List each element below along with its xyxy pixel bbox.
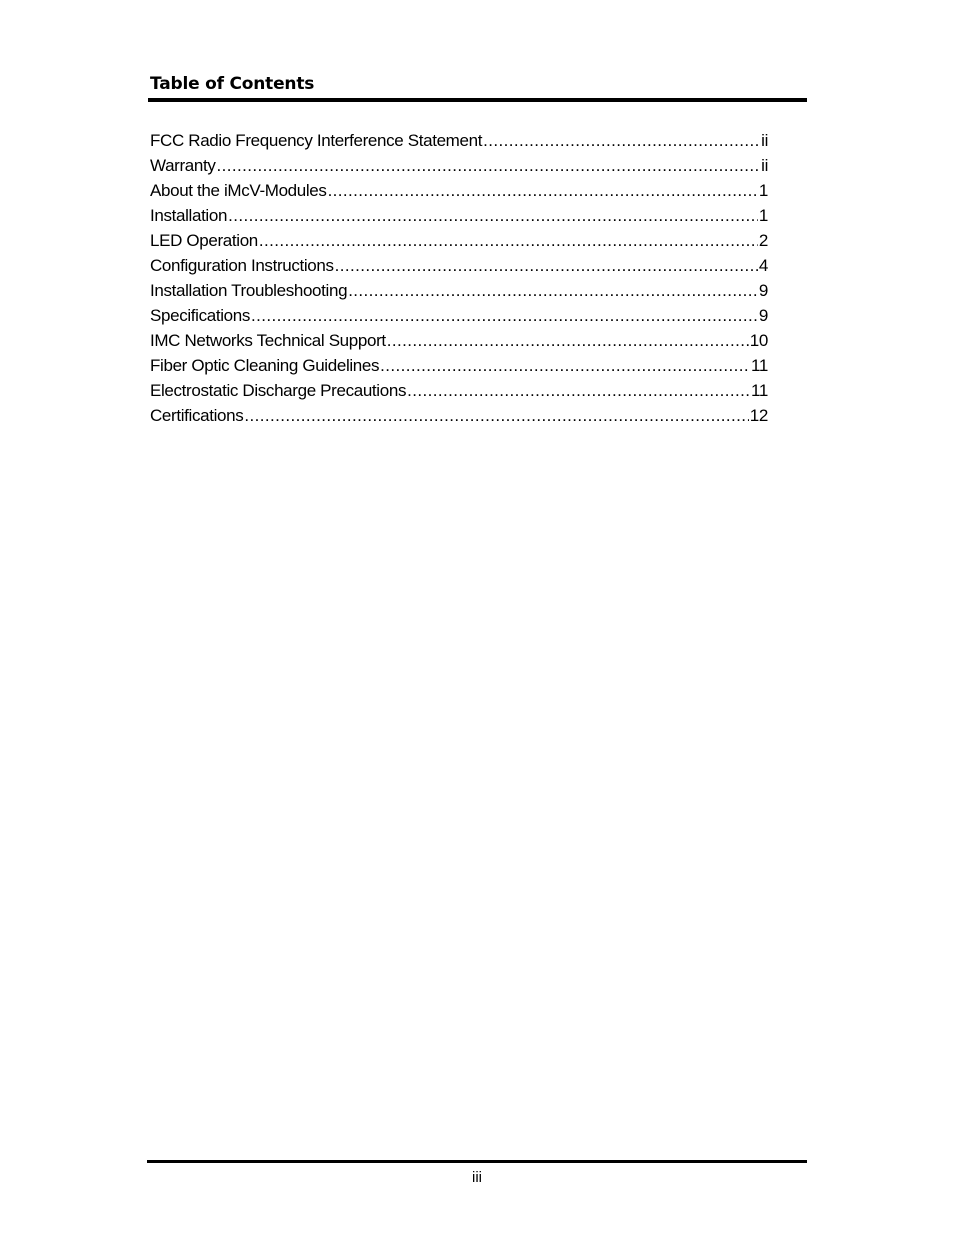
toc-dot-leader [407, 378, 750, 403]
toc-dot-leader [335, 253, 758, 278]
header-rule [148, 98, 807, 102]
toc-entry-page: ii [761, 131, 768, 150]
toc-entry-page: 1 [758, 206, 768, 225]
toc-entry-page: 9 [758, 306, 768, 325]
toc-entry-title: Installation Troubleshooting [150, 281, 348, 300]
toc-entry[interactable] [150, 153, 768, 178]
toc-entry-title: Specifications [150, 306, 250, 325]
toc-dot-leader [387, 328, 749, 353]
toc-dot-leader [217, 153, 761, 178]
toc-entry-page: 12 [749, 406, 768, 425]
toc-dot-leader [380, 353, 750, 378]
toc-entry-title: Fiber Optic Cleaning Guidelines [150, 356, 380, 375]
toc-dot-leader [348, 278, 758, 303]
toc-entry[interactable] [150, 178, 768, 203]
toc-entry-title: Warranty [150, 156, 216, 175]
toc-entry-title: LED Operation [150, 231, 258, 250]
toc-entry-title: Certifications [150, 406, 244, 425]
toc-entry-page: 11 [751, 356, 768, 375]
page-number: iii [472, 1169, 482, 1186]
toc-entry[interactable] [150, 353, 768, 378]
toc-entry-title: About the iMcV-Modules [150, 181, 327, 200]
toc-entry[interactable] [150, 403, 768, 428]
toc-entry[interactable] [150, 378, 768, 403]
toc-entry-page: 9 [758, 281, 768, 300]
toc-entry[interactable] [150, 253, 768, 278]
toc-entry[interactable] [150, 203, 768, 228]
toc-entry[interactable] [150, 303, 768, 328]
toc-entry-title: Configuration Instructions [150, 256, 334, 275]
footer-rule [147, 1160, 807, 1163]
toc-entry[interactable] [150, 278, 768, 303]
toc-dot-leader [244, 403, 748, 428]
toc-entry-page: 4 [758, 256, 768, 275]
toc-entry-title: IMC Networks Technical Support [150, 331, 386, 350]
toc-entry-title: FCC Radio Frequency Interference Statement [150, 131, 483, 150]
toc-entry-page: 10 [749, 331, 768, 350]
toc-entry-page: 11 [751, 381, 768, 400]
toc-dot-leader [251, 303, 758, 328]
toc-entry[interactable] [150, 328, 768, 353]
toc-dot-leader [483, 128, 760, 153]
toc-entry[interactable] [150, 128, 768, 153]
page-title: Table of Contents [150, 74, 315, 94]
toc-dot-leader [259, 228, 758, 253]
toc-entry-page: 2 [758, 231, 768, 250]
toc-dot-leader [328, 178, 758, 203]
toc-entry-page: 1 [758, 181, 768, 200]
toc-list [150, 128, 768, 428]
toc-dot-leader [228, 203, 758, 228]
toc-entry-title: Electrostatic Discharge Precautions [150, 381, 407, 400]
toc-entry-title: Installation [150, 206, 228, 225]
toc-entry-page: ii [761, 156, 768, 175]
toc-entry[interactable] [150, 228, 768, 253]
